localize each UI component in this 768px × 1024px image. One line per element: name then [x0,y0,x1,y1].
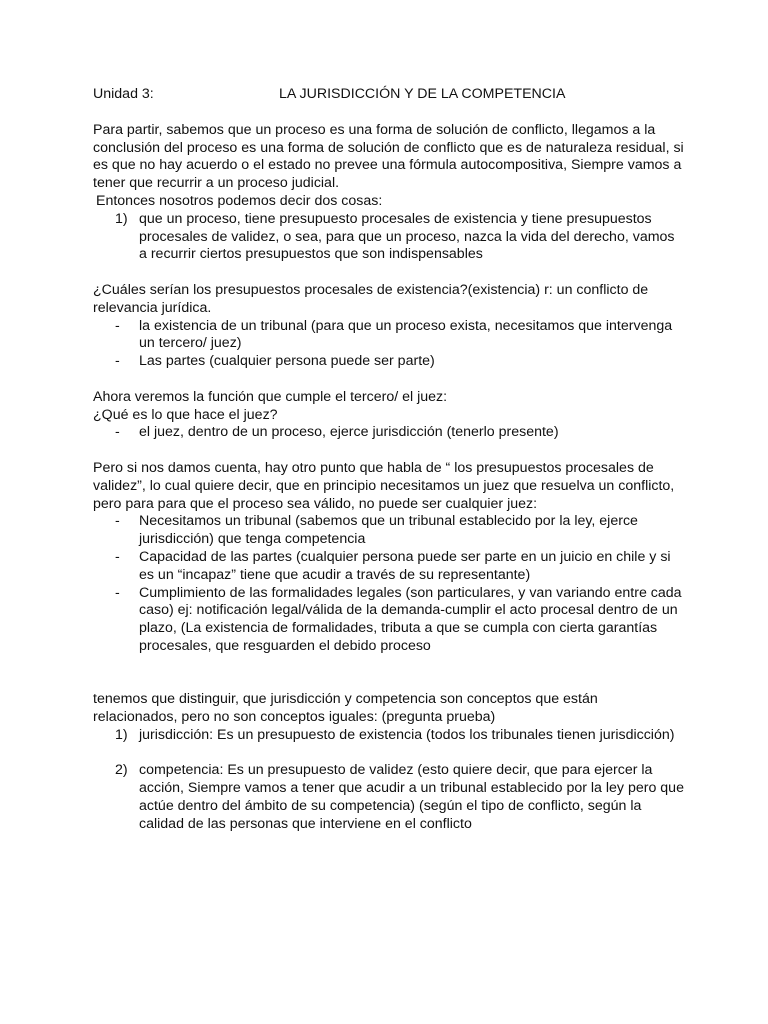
intro-list [93,211,685,264]
list-item [93,727,685,745]
judge-line-1: Ahora veremos la función que cumple el tercero/ el juez: [93,388,448,405]
judge-line-2: ¿Qué es lo que hace el juez? [93,406,278,423]
list-item [93,318,685,354]
validity-paragraph: Pero si nos damos cuenta, hay otro punto que habla de “ los presupuestos procesales de validez”, lo cual quiere decir, que en principio necesitamos un juez que resuelva un conflicto, pero para para que el proceso sea válido, no puede ser cualquier juez: [93,459,675,512]
list-item [93,585,685,656]
list-marker: - [115,353,120,370]
list-item-text: jurisdicción: Es un presupuesto de existencia (todos los tribunales tienen jurisdicción) [139,726,675,743]
spacer [93,104,685,122]
existence-list [93,318,685,371]
list-marker: 1) [115,210,128,227]
list-item-text: el juez, dentro de un proceso, ejerce jurisdicción (tenerlo presente) [139,424,559,441]
document-title: LA JURISDICCIÓN Y DE LA COMPETENCIA [279,86,566,102]
list-marker: 1) [115,726,128,743]
list-item-text: Necesitamos un tribunal (sabemos que un tribunal establecido por la ley, ejerce jurisdicción) que tenga competencia [139,513,638,548]
list-marker: - [115,317,120,334]
list-item [93,513,685,549]
spacer [93,264,685,282]
list-marker: - [115,513,120,530]
list-marker: 2) [115,762,128,779]
list-item [93,424,685,442]
spacer [93,442,685,460]
list-item-text: Las partes (cualquier persona puede ser parte) [139,353,435,370]
list-marker: - [115,548,120,565]
list-item [93,211,685,264]
list-item-text: que un proceso, tiene presupuesto procesales de existencia y tiene presupuestos procesales de validez, o sea, para que un proceso, nazca la vida del derecho, vamos a recurrir ciertos presupuestos que son indispensables [139,210,675,263]
intro-lead: Entonces nosotros podemos decir dos cosas: [96,192,383,209]
list-item-text: la existencia de un tribunal (para que un proceso exista, necesitamos que intervenga un tercero/ juez) [139,317,673,352]
list-item [93,549,685,585]
list-item-text: Capacidad de las partes (cualquier persona puede ser parte en un juicio en chile y si es un “incapaz” tiene que acudir a través de su representante) [139,548,671,583]
list-item-text: competencia: Es un presupuesto de validez (esto quiere decir, que para ejercer la acción, Siempre vamos a tener que acudir a un tribunal establecido por la ley pero que actúe dentro del ámbito de su competencia) (según el tipo de conflicto, según la calidad de las personas que interviene en el conflicto [139,762,684,832]
spacer [93,371,685,389]
existence-question: ¿Cuáles serían los presupuestos procesales de existencia?(existencia) r: un conflicto de relevancia jurídica. [93,281,649,316]
validity-list [93,513,685,655]
intro-paragraph: Para partir, sabemos que un proceso es una forma de solución de conflicto, llegamos a la conclusión del proceso es una forma de solución de conflicto que es de naturaleza residual, si es que no hay acuerdo o el estado no prevee una fórmula autocompositiva, Siempre vamos a tener que recurrir a un proceso judicial. [93,121,684,192]
distinction-paragraph: tenemos que distinguir, que jurisdicción y competencia son conceptos que están relacionados, pero no son conceptos iguales: (pregunta prueba) [93,691,598,726]
document-page [93,86,685,834]
spacer [93,745,685,763]
list-item [93,762,685,833]
unit-label: Unidad 3: [93,86,154,102]
list-item-text: Cumplimiento de las formalidades legales (son particulares, y van variando entre cada caso) ej: notificación legal/válida de la demanda-cumplir el acto procesal dentro de un plazo, (La existencia de formalidades, tributa a que se cumpla con cierta garantías procesales, que resguarden el debido proceso [139,584,682,654]
judge-list [93,424,685,442]
document-header [93,86,685,104]
list-item [93,353,685,371]
list-marker: - [115,424,120,441]
spacer [93,656,685,692]
distinction-list [93,727,685,745]
list-marker: - [115,584,120,601]
distinction-list-2 [93,762,685,833]
